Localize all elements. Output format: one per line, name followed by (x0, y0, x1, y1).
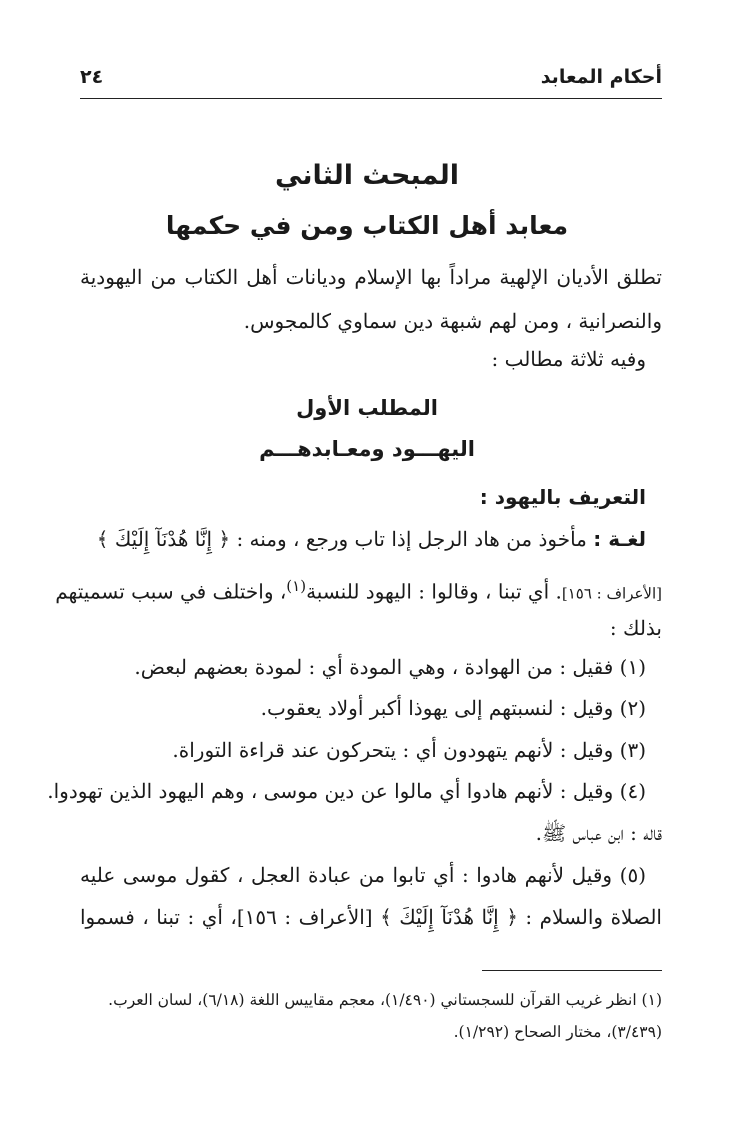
running-title: أحكام المعابد (540, 66, 662, 88)
reason-2: (٢) وقيل : لنسبتهم إلى يهوذا أكبر أولاد يعقوب. (260, 696, 646, 720)
footnote-1-line-1: (١) انظر غريب القرآن للسجستاني (١/٤٩٠)، معجم مقاييس اللغة (٦/١٨)، لسان العرب. (108, 991, 662, 1009)
reason-4: (٤) وقيل : لأنهم هادوا أي مالوا عن دين موسى ، وهم اليهود الذين تهودوا. (47, 779, 646, 803)
intro-line-2: والنصرانية ، ومن لهم شبهة دين سماوي كالمجوس. (243, 309, 662, 333)
subsection-heading: المطلب الأول (296, 396, 438, 420)
section-subtitle: معابد أهل الكتاب ومن في حكمها (165, 211, 569, 240)
definition-heading: التعريف باليهود : (479, 485, 646, 509)
quran-reference: [الأعراف : ١٥٦] (561, 584, 662, 603)
definition-line-3: بذلك : (609, 616, 662, 640)
footnote-separator (482, 970, 662, 971)
lugha-line (80, 524, 646, 554)
definition-line-2 (55, 571, 662, 609)
reason-5-line-2: الصلاة والسلام : ﴿ إِنَّا هُدْنَآ إِلَيْكَ ﴾ [الأعراف : ١٥٦]، أي : تبنا ، فسموا (80, 905, 662, 929)
footnote-marker: (١) (286, 577, 307, 595)
lugha-text: مأخوذ من هاد الرجل إذا تاب ورجع ، ومنه : ﴿ إِنَّا هُدْنَآ إِلَيْكَ ﴾ (96, 527, 587, 551)
reason-4-attribution: قاله : ابن عباس ﷺ. (535, 821, 662, 845)
section-heading: المبحث الثاني (275, 160, 459, 191)
reason-5-line-1: (٥) وقيل لأنهم هادوا : أي تابوا من عبادة العجل ، كقول موسى عليه (80, 863, 646, 887)
reason-3: (٣) وقيل : لأنهم يتهودون أي : يتحركون عند قراءة التوراة. (172, 738, 646, 762)
definition-text: . أي تبنا ، وقالوا : اليهود للنسبة (306, 579, 562, 604)
page-number: ٢٤ (80, 66, 104, 88)
reason-1: (١) فقيل : من الهوادة ، وهي المودة أي : لمودة بعضهم لبعض. (134, 655, 646, 679)
subsection-subtitle: اليهـــود ومعـابدهـــم (259, 437, 475, 461)
definition-rest: ، واختلف في سبب تسميتهم (55, 579, 287, 604)
lugha-label: لغـة : (593, 527, 646, 551)
intro-line-1: تطلق الأديان الإلهية مراداً بها الإسلام وديانات أهل الكتاب من اليهودية (80, 265, 663, 289)
running-header (80, 64, 662, 99)
intro-line-3: وفيه ثلاثة مطالب : (491, 347, 646, 371)
footnote-1-line-2: (٣/٤٣٩)، مختار الصحاح (١/٢٩٢). (453, 1023, 662, 1041)
